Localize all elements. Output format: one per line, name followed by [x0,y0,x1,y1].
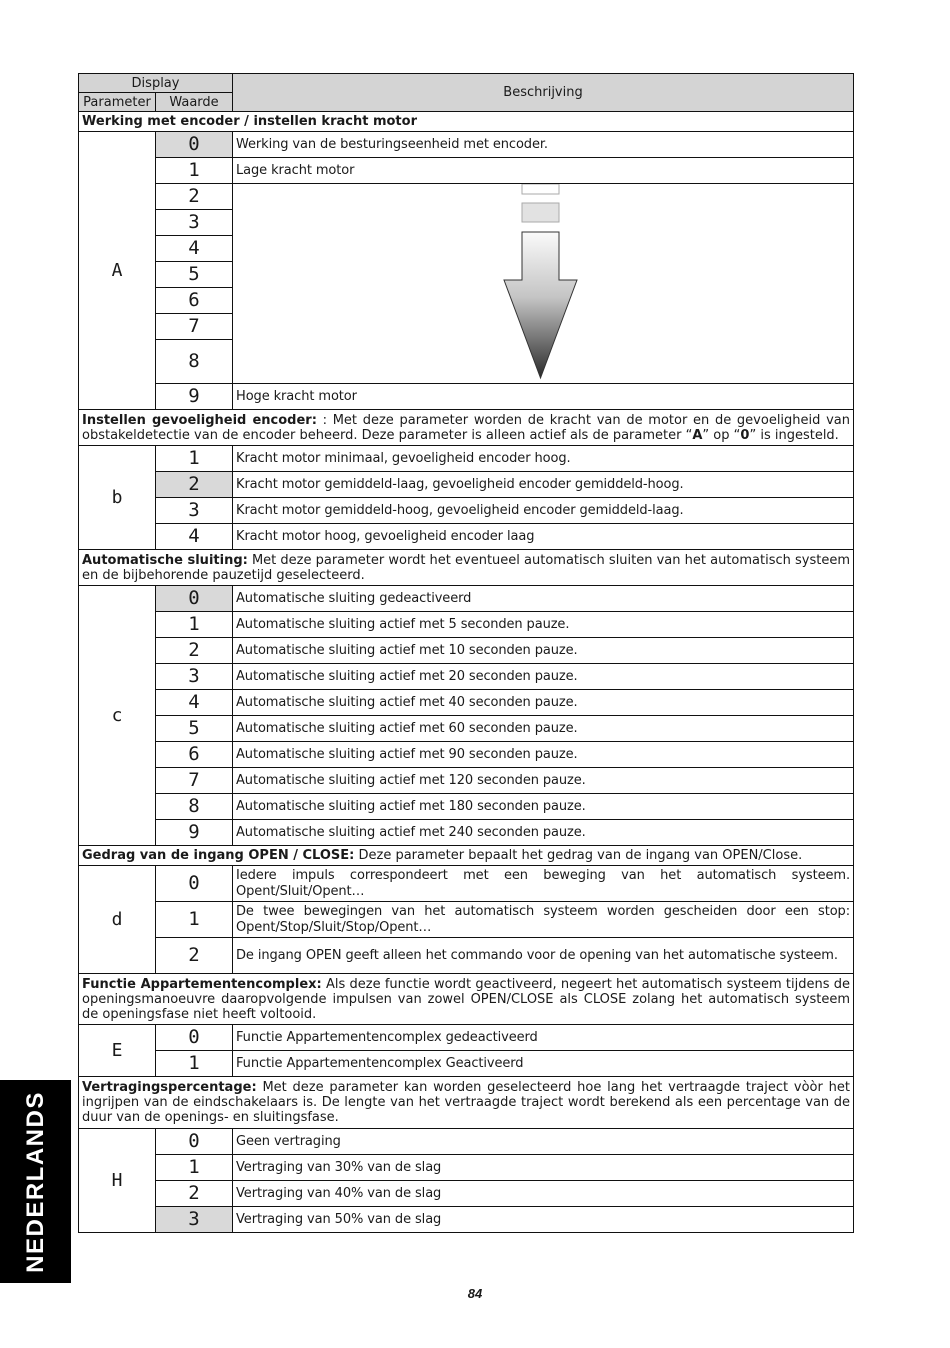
value-cell: 0 [156,132,233,158]
value-cell: 1 [156,612,233,638]
language-label: NEDERLANDS [21,1090,49,1273]
param-h: H [79,1129,156,1233]
display-header: Display [79,74,233,93]
description-cell: Automatische sluiting actief met 120 seconden pauze. [233,768,854,794]
value-cell: 2 [156,1181,233,1207]
section-title-a: Werking met encoder / instellen kracht motor [79,112,854,132]
description-cell: Automatische sluiting actief met 40 seconden pauze. [233,690,854,716]
value-cell: 3 [156,498,233,524]
description-cell: De ingang OPEN geeft alleen het commando voor de opening van het automatische systeem. [233,938,854,974]
value-cell: 4 [156,524,233,550]
value-cell: 9 [156,384,233,410]
parameter-header: Parameter [79,93,156,112]
value-cell: 1 [156,902,233,938]
value-cell: 6 [156,288,233,314]
value-cell: 1 [156,446,233,472]
param-a: A [79,132,156,410]
description-cell: Vertraging van 30% van de slag [233,1155,854,1181]
value-cell: 8 [156,794,233,820]
param-d: d [79,866,156,974]
value-cell: 0 [156,1025,233,1051]
section-title-b: Instellen gevoeligheid encoder: : Met deze parameter worden de kracht van de motor en de gevoeligheid van obstakeldetectie van de encoder beheerd. Deze parameter is alleen actief als de parameter “A” op “0” is ingesteld. [79,410,854,446]
value-cell: 3 [156,210,233,236]
force-arrow-graphic [233,184,853,384]
value-cell: 1 [156,1051,233,1077]
value-cell: 0 [156,1129,233,1155]
value-cell: 2 [156,472,233,498]
gradient-arrow-down [504,232,577,378]
value-cell: 2 [156,638,233,664]
value-cell: 7 [156,768,233,794]
description-cell: Automatische sluiting actief met 20 seconden pauze. [233,664,854,690]
param-c: c [79,586,156,846]
description-cell: Iedere impuls correspondeert met een beweging van het automatisch systeem. Opent/Sluit/Opent… [233,866,854,902]
param-b: b [79,446,156,550]
force-gradient-cell [233,184,854,384]
value-cell: 2 [156,184,233,210]
value-cell: 0 [156,586,233,612]
value-cell: 6 [156,742,233,768]
description-cell: Automatische sluiting actief met 60 seconden pauze. [233,716,854,742]
description-cell: De twee bewegingen van het automatisch systeem worden gescheiden door een stop: Opent/Stop/Sluit/Stop/Opent… [233,902,854,938]
value-cell: 8 [156,340,233,384]
value-cell: 0 [156,866,233,902]
description-cell: Automatische sluiting actief met 240 seconden pauze. [233,820,854,846]
value-cell: 1 [156,1155,233,1181]
description-cell: Vertraging van 40% van de slag [233,1181,854,1207]
description-cell: Vertraging van 50% van de slag [233,1207,854,1233]
description-cell: Kracht motor gemiddeld-laag, gevoeligheid encoder gemiddeld-hoog. [233,472,854,498]
beschrijving-header: Beschrijving [233,74,854,112]
value-cell: 1 [156,158,233,184]
gradient-block-top [522,184,559,194]
description-cell: Kracht motor minimaal, gevoeligheid encoder hoog. [233,446,854,472]
description-cell: Automatische sluiting actief met 90 seconden pauze. [233,742,854,768]
value-cell: 7 [156,314,233,340]
description-cell: Kracht motor hoog, gevoeligheid encoder laag [233,524,854,550]
value-cell: 4 [156,690,233,716]
description-cell: Functie Appartementencomplex Geactiveerd [233,1051,854,1077]
language-sidebar [0,1080,71,1283]
description-cell: Lage kracht motor [233,158,854,184]
description-cell: Automatische sluiting gedeactiveerd [233,586,854,612]
description-cell: Automatische sluiting actief met 10 seconden pauze. [233,638,854,664]
parameter-table [78,73,854,1233]
description-cell: Automatische sluiting actief met 180 seconden pauze. [233,794,854,820]
waarde-header: Waarde [156,93,233,112]
value-cell: 9 [156,820,233,846]
section-title-d: Gedrag van de ingang OPEN / CLOSE: Deze parameter bepaalt het gedrag van de ingang van OPEN/Close. [79,846,854,866]
description-cell: Werking van de besturingseenheid met encoder. [233,132,854,158]
description-cell: Automatische sluiting actief met 5 seconden pauze. [233,612,854,638]
value-cell: 3 [156,1207,233,1233]
value-cell: 5 [156,262,233,288]
page-number: 84 [467,1286,483,1301]
description-cell: Functie Appartementencomplex gedeactiveerd [233,1025,854,1051]
param-e: E [79,1025,156,1077]
section-title-e: Functie Appartementencomplex: Als deze functie wordt geactiveerd, negeert het automatisch systeem tijdens de openingsmanoeuvre daaropvolgende impulsen van zowel OPEN/CLOSE als CLOSE zolang het automatisch systeem de openingsfase niet heeft voltooid. [79,974,854,1025]
description-cell: Kracht motor gemiddeld-hoog, gevoeligheid encoder gemiddeld-laag. [233,498,854,524]
description-cell: Hoge kracht motor [233,384,854,410]
value-cell: 3 [156,664,233,690]
value-cell: 5 [156,716,233,742]
gradient-block-mid [522,203,559,222]
section-title-c: Automatische sluiting: Met deze parameter wordt het eventueel automatisch sluiten van het automatisch systeem en de bijbehorende pauzetijd geselecteerd. [79,550,854,586]
description-cell: Geen vertraging [233,1129,854,1155]
value-cell: 4 [156,236,233,262]
value-cell: 2 [156,938,233,974]
section-title-h: Vertragingspercentage: Met deze parameter kan worden geselecteerd hoe lang het vertraagde traject vòòr het ingrijpen van de eindschakelaars is. De lengte van het vertraagde traject wordt berekend als een percentage van de duur van de openings- en sluitingsfase. [79,1077,854,1129]
